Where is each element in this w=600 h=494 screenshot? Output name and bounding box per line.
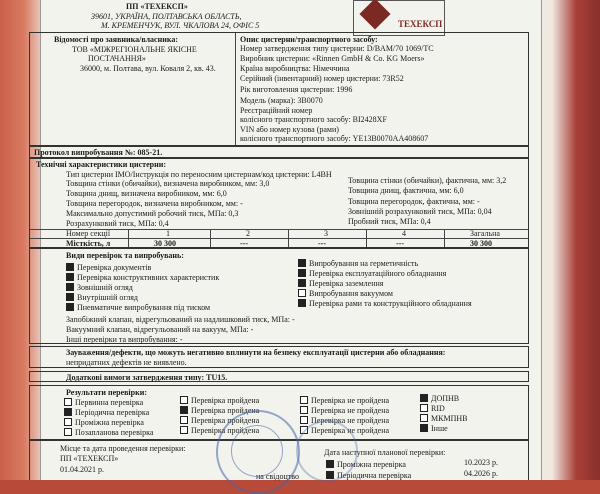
spec-baffle-design: Товщина перегородок, визначена виробником, мм: -	[66, 199, 243, 208]
owner-address: 36000, м. Полтава, вул. Коваля 2, кв. 43.	[80, 64, 216, 73]
owner-name-1: ТОВ «МІЖРЕГІОНАЛЬНЕ ЯКІСНЕ	[72, 45, 197, 54]
results-title: Результати перевірки:	[66, 388, 147, 397]
result-passed-item	[180, 396, 259, 405]
result-failed-checkbox	[300, 406, 308, 414]
next-intermediate-date: 10.2023 р.	[464, 458, 498, 467]
sec-head-1: 1	[166, 229, 170, 238]
protocol-row	[29, 146, 529, 158]
result-passed-label: Перевірка пройдена	[191, 426, 260, 435]
result-regime-checkbox	[420, 424, 428, 432]
sec-head-label: Номер секції	[66, 229, 111, 238]
result-type-label: Періодична перевірка	[75, 408, 150, 417]
spec-calc-pressure: Розрахунковий тиск, МПа: 0,4	[66, 219, 169, 228]
sec-row-4: ---	[396, 239, 404, 248]
specs-title: Технічні характеристики цистерни:	[36, 160, 166, 169]
tests-block	[29, 248, 529, 344]
spec-baffle-actual: Товщина перегородок, фактична, мм: -	[348, 197, 480, 206]
spec-type-code: Тип цистерни IMO/Інструкція по переносним цистернам/код цистерни: L4BH	[66, 170, 332, 179]
test-right-label: Перевірка заземлення	[309, 279, 384, 288]
test-right-label: Перевірка експлуатаційного обладнання	[309, 269, 447, 278]
tank-reg-value: колісного транспортного засобу: BI2428XF	[240, 115, 387, 124]
sec-row-3: ---	[318, 239, 326, 248]
result-regime-label: RID	[431, 404, 445, 413]
place-value: ПП «ТЕХЕКСП»	[60, 454, 119, 463]
spec-bottom-design: Товщина днищ, визначена виробником, мм: 6,0	[66, 189, 227, 198]
place-label: Місце та дата проведення перевірки:	[60, 444, 186, 453]
safety-valve: Запобіжний клапан, відрегульований на надлишковий тиск, МПа: -	[66, 315, 295, 324]
sec-head-3: 3	[324, 229, 328, 238]
spec-wall-actual: Товщина стінки (обичайки), фактична, мм: 3,2	[348, 176, 507, 185]
remarks-text: непридатних дефектів не виявлено.	[66, 358, 187, 367]
test-left-label: Перевірка конструктивних характеристик	[77, 273, 220, 282]
tank-vin-value: колісного транспортного засобу: YE13B0070AA408607	[240, 134, 429, 143]
result-regime-label: ДОПНВ	[431, 394, 460, 403]
sec-head-2: 2	[246, 229, 250, 238]
specs-block	[29, 158, 529, 248]
sec-row-total: 30 300	[470, 239, 492, 248]
result-passed-checkbox	[180, 396, 188, 404]
result-failed-checkbox	[300, 416, 308, 424]
remarks-block	[29, 346, 529, 368]
round-stamp-inner	[231, 425, 283, 477]
sec-row-1: 30 300	[154, 239, 176, 248]
sec-head-4: 4	[402, 229, 406, 238]
test-right-checkbox	[298, 299, 306, 307]
result-regime-item	[420, 424, 448, 433]
result-passed-label: Перевірка пройдена	[191, 416, 260, 425]
result-type-label: Позапланова перевірка	[75, 428, 154, 437]
test-right-checkbox	[298, 289, 306, 297]
result-failed-label: Перевірка не пройдена	[311, 396, 390, 405]
test-left-item	[66, 263, 151, 272]
remarks-title: Зауваження/дефекти, що можуть негативно вплинути на безпеку експлуатації цистерни або обладнання:	[66, 348, 446, 357]
company-address-1: 39601, УКРАЇНА, ПОЛТАВСЬКА ОБЛАСТЬ,	[91, 12, 242, 21]
test-left-label: Пневматичне випробування під тиском	[77, 303, 211, 312]
next-periodic-label: Періодична перевірка	[337, 471, 412, 480]
test-right-item	[298, 279, 383, 288]
result-type-item	[64, 418, 144, 427]
result-type-checkbox	[64, 418, 72, 426]
extra-requirements: Додаткові вимоги затвердження типу: TU15.	[66, 373, 228, 382]
result-passed-checkbox	[180, 406, 188, 414]
spec-bottom-actual: Товщина днищ, фактична, мм: 6,0	[348, 186, 464, 195]
test-left-checkbox	[66, 263, 74, 271]
test-left-label: Перевірка документів	[77, 263, 152, 272]
result-type-checkbox	[64, 428, 72, 436]
result-failed-label: Перевірка не пройдена	[311, 416, 390, 425]
result-type-checkbox	[64, 398, 72, 406]
stamp-fragment: на свідоцтво	[256, 472, 299, 481]
test-right-item	[298, 299, 472, 308]
result-regime-item	[420, 404, 445, 413]
result-type-item	[64, 428, 153, 437]
test-left-checkbox	[66, 303, 74, 311]
company-name: ПП «ТЕХЕКСП»	[126, 2, 188, 11]
test-left-item	[66, 293, 138, 302]
result-regime-checkbox	[420, 394, 428, 402]
test-right-checkbox	[298, 259, 306, 267]
round-stamp-2	[296, 420, 358, 482]
spec-test-pressure: Пробний тиск, МПа: 0,4	[348, 217, 431, 226]
owner-title: Відомості про заявника/власника:	[54, 35, 178, 44]
result-type-item	[64, 398, 143, 407]
result-failed-label: Перевірка не пройдена	[311, 406, 390, 415]
result-regime-label: Інше	[431, 424, 448, 433]
test-right-label: Перевірка рами та конструкційного обладнання	[309, 299, 472, 308]
test-left-item	[66, 303, 210, 312]
result-passed-checkbox	[180, 426, 188, 434]
extra-block	[29, 371, 529, 382]
result-regime-item	[420, 414, 467, 423]
result-regime-item	[420, 394, 459, 403]
test-right-item	[298, 259, 418, 268]
test-left-item	[66, 273, 219, 282]
result-type-checkbox	[64, 408, 72, 416]
company-address-2: М. КРЕМЕНЧУК, ВУЛ. ЧКАЛОВА 24, ОФІС 5	[101, 21, 260, 30]
tank-model: Модель (марка): 3B0070	[240, 96, 323, 105]
test-left-checkbox	[66, 273, 74, 281]
vacuum-valve: Вакуумний клапан, відрегульований на вакуум, МПа: -	[66, 325, 254, 334]
logo-diamond-icon	[359, 0, 390, 30]
result-passed-label: Перевірка пройдена	[191, 396, 260, 405]
result-type-label: Первинна перевірка	[75, 398, 144, 407]
test-left-item	[66, 283, 133, 292]
tank-approval: Номер затвердження типу цистерни: D/BAM/70 1069/TC	[240, 44, 434, 53]
sec-head-total: Загальна	[470, 229, 500, 238]
tank-manufacturer: Виробник цистерни: «Rinnen GmbH & Co. KG Moers»	[240, 54, 425, 63]
check-date: 01.04.2021 р.	[60, 465, 104, 474]
result-regime-label: МКМПНВ	[431, 414, 468, 423]
sec-row-2: ---	[240, 239, 248, 248]
result-passed-checkbox	[180, 416, 188, 424]
tank-reg-label: Реєстраційний номер	[240, 106, 313, 115]
test-left-checkbox	[66, 283, 74, 291]
result-failed-label: Перевірка не пройдена	[311, 426, 390, 435]
result-passed-label: Перевірка пройдена	[191, 406, 260, 415]
certificate-sheet	[34, 0, 542, 481]
test-left-label: Зовнішній огляд	[77, 283, 133, 292]
next-check-title: Дата наступної планової перевірки:	[324, 448, 446, 457]
test-right-item	[298, 289, 393, 298]
test-right-checkbox	[298, 269, 306, 277]
tank-vin-label: VIN або номер кузова (рами)	[240, 125, 339, 134]
tank-year: Рік виготовлення цистерни: 1996	[240, 85, 353, 94]
next-intermediate-label: Проміжна перевірка	[337, 460, 406, 469]
result-failed-checkbox	[300, 396, 308, 404]
spec-max-pressure: Максимально допустимий робочий тиск, МПа: 0,3	[66, 209, 239, 218]
owner-name-2: ПОСТАЧАННЯ»	[88, 54, 146, 63]
result-regime-checkbox	[420, 404, 428, 412]
tests-title: Види перевірок та випробувань:	[66, 251, 184, 260]
test-left-label: Внутрішній огляд	[77, 293, 138, 302]
test-right-label: Випробування вакуумом	[309, 289, 393, 298]
tank-serial: Серійний (інвентарний) номер цистерни: 73R52	[240, 74, 404, 83]
test-right-checkbox	[298, 279, 306, 287]
test-right-item	[298, 269, 446, 278]
result-failed-item	[300, 396, 389, 405]
test-left-checkbox	[66, 293, 74, 301]
next-periodic-date: 04.2026 р.	[464, 469, 498, 478]
owner-tank-block	[29, 32, 529, 146]
spec-calc-pressure-out: Зовнішній розрахунковий тиск, МПа: 0,04	[348, 207, 492, 216]
protocol-number: Протокол випробування №: 085-21.	[34, 148, 163, 157]
spec-wall-design: Товщина стінки (обичайки), визначена виробником, мм: 3,0	[66, 179, 270, 188]
other-tests: Інші перевірки та випробування: -	[66, 335, 183, 344]
tank-title: Опис цистерни/транспортного засобу:	[240, 35, 378, 44]
result-failed-item	[300, 406, 389, 415]
result-regime-checkbox	[420, 414, 428, 422]
sec-row-label: Місткість, л	[66, 239, 111, 248]
logo-text: ТЕХЕКСП	[398, 19, 443, 29]
test-right-label: Випробування на герметичність	[309, 259, 419, 268]
tank-country: Країна виробництва: Німеччина	[240, 64, 350, 73]
company-logo	[353, 0, 445, 36]
result-type-item	[64, 408, 149, 417]
result-type-label: Проміжна перевірка	[75, 418, 144, 427]
